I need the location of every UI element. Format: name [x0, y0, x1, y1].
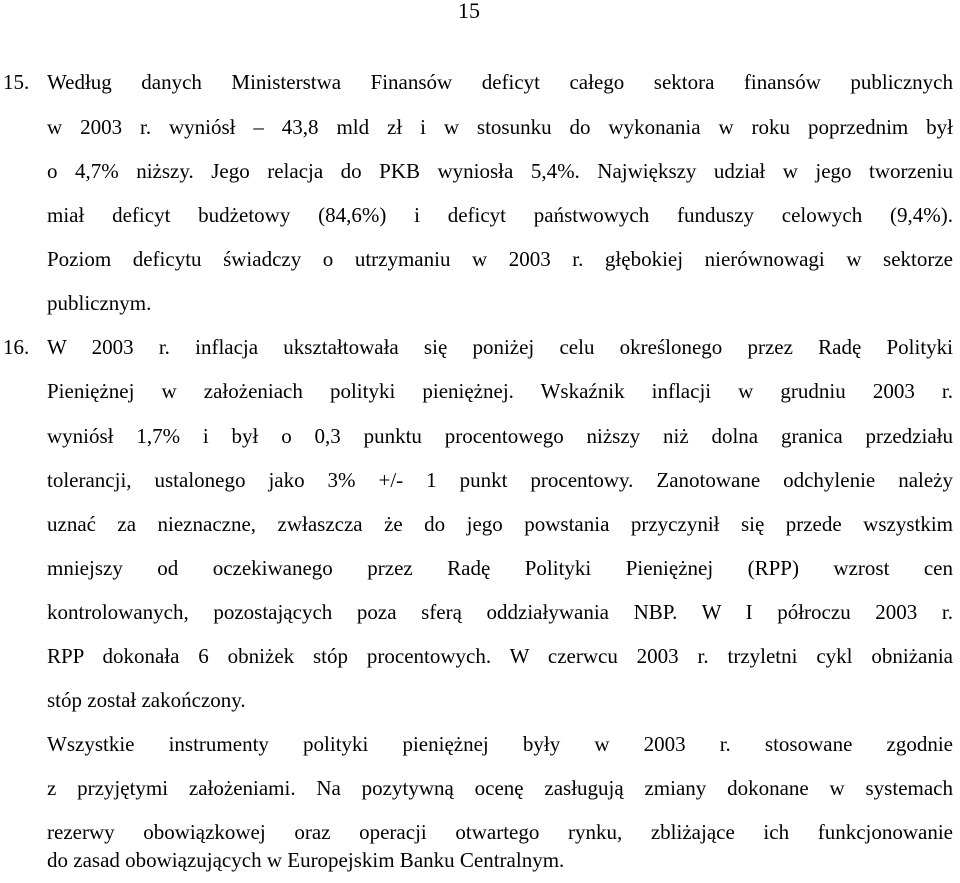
- paragraph-text: Wszystkie instrumenty polityki pieniężnej były w 2003 r. stosowane zgodnie: [47, 732, 953, 756]
- item-16-line-6: [0, 546, 960, 590]
- item-16-text: uznać za nieznaczne, zwłaszcza że do jego powstania przyczynił się przede wszystkim: [47, 512, 953, 536]
- item-16-line-1: [0, 325, 960, 369]
- paragraph-line-4: [0, 838, 960, 882]
- item-16-line-8: [0, 634, 960, 678]
- item-16-text: RPP dokonała 6 obniżek stóp procentowych. W czerwcu 2003 r. trzyletni cykl obniżania: [47, 644, 953, 668]
- item-15-text: publicznym.: [47, 291, 152, 315]
- item-15-line-2: [0, 105, 960, 149]
- item-15-line-5: [0, 237, 960, 281]
- item-15-line-6: [0, 281, 960, 325]
- item-16-text: tolerancji, ustalonego jako 3% +/- 1 punkt procentowy. Zanotowane odchylenie należy: [47, 468, 953, 492]
- item-16-line-3: [0, 414, 960, 458]
- item-15-text: Według danych Ministerstwa Finansów deficyt całego sektora finansów publicznych: [47, 70, 953, 94]
- item-16-line-9: [0, 678, 960, 722]
- item-16-number: 16.: [3, 335, 30, 359]
- item-16-text: kontrolowanych, pozostających poza sferą oddziaływania NBP. W I półroczu 2003 r.: [47, 600, 953, 624]
- page-number: 15: [458, 0, 480, 23]
- item-16-text: mniejszy od oczekiwanego przez Radę Polityki Pieniężnej (RPP) wzrost cen: [47, 556, 953, 580]
- item-15-text: Poziom deficytu świadczy o utrzymaniu w 2003 r. głębokiej nierównowagi w sektorze: [47, 247, 953, 271]
- item-16-text: W 2003 r. inflacja ukształtowała się poniżej celu określonego przez Radę Polityki: [47, 335, 953, 359]
- paragraph-text: rezerwy obowiązkowej oraz operacji otwartego rynku, zbliżające ich funkcjonowanie: [47, 820, 953, 844]
- item-15-text: w 2003 r. wyniósł – 43,8 mld zł i w stosunku do wykonania w roku poprzednim był: [47, 115, 953, 139]
- item-15-line-4: [0, 193, 960, 237]
- item-15-text: o 4,7% niższy. Jego relacja do PKB wyniosła 5,4%. Największy udział w jego tworzeniu: [47, 159, 953, 183]
- item-15-line-1: [0, 60, 960, 104]
- paragraph-line-2: [0, 766, 960, 810]
- item-16-text: wyniósł 1,7% i był o 0,3 punktu procentowego niższy niż dolna granica przedziału: [47, 424, 953, 448]
- item-16-line-5: [0, 502, 960, 546]
- paragraph-text: z przyjętymi założeniami. Na pozytywną ocenę zasługują zmiany dokonane w systemach: [47, 776, 953, 800]
- item-15-text: miał deficyt budżetowy (84,6%) i deficyt państwowych funduszy celowych (9,4%).: [47, 203, 953, 227]
- item-16-line-2: [0, 369, 960, 413]
- paragraph-text: do zasad obowiązujących w Europejskim Banku Centralnym.: [47, 848, 565, 872]
- item-15-line-3: [0, 149, 960, 193]
- item-16-line-4: [0, 458, 960, 502]
- item-16-line-7: [0, 590, 960, 634]
- item-16-text: stóp został zakończony.: [47, 688, 246, 712]
- item-16-text: Pieniężnej w założeniach polityki pieniężnej. Wskaźnik inflacji w grudniu 2003 r.: [47, 379, 953, 403]
- item-15-number: 15.: [3, 70, 30, 94]
- paragraph-line-1: [0, 722, 960, 766]
